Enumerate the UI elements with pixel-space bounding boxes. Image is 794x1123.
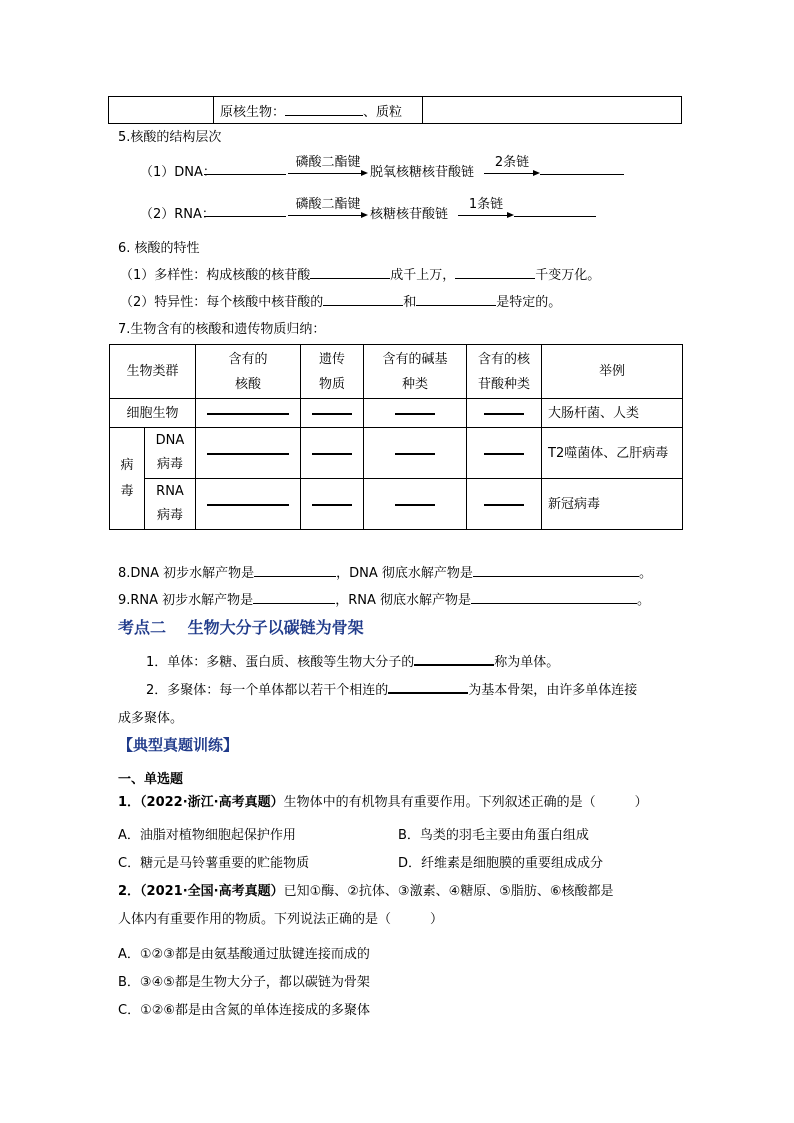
- s8-c: 。: [638, 566, 652, 581]
- s6-l1c: 千变万化。: [535, 268, 601, 283]
- q1-num: 1．: [118, 795, 141, 810]
- s8-a: 8.DNA 初步水解产物是: [118, 566, 255, 581]
- cell-blank[interactable]: [364, 399, 467, 428]
- kp2-title: 考点二 生物大分子以碳链为骨架: [118, 618, 364, 637]
- s6-l1a: （1）多样性：构成核酸的核苷酸: [120, 268, 311, 283]
- th-genetic-1: 遗传: [318, 351, 345, 367]
- blank-line: [207, 503, 289, 506]
- virus-label-2: 毒: [120, 483, 134, 499]
- kp2-p2a: 2．多聚体：每一个单体都以若干个相连的: [146, 683, 389, 698]
- s5-rna-prefix: （2）RNA：: [140, 207, 215, 222]
- blank-line: [207, 412, 289, 415]
- arrow-head: [533, 170, 540, 176]
- top-table: [108, 96, 682, 124]
- dna-bond-arrow: [288, 151, 368, 177]
- q2-option-c[interactable]: C．①②⑥都是由含氮的单体连接成的多聚体: [118, 1003, 371, 1018]
- th-nucleic-2: 核酸: [234, 376, 261, 392]
- cell-blank[interactable]: [301, 428, 364, 479]
- th-group: 生物类群: [110, 345, 196, 399]
- kp2-p2b: 为基本骨架，由许多单体连接: [468, 683, 638, 698]
- cell-blank[interactable]: [467, 479, 542, 530]
- cell-blank[interactable]: [467, 399, 542, 428]
- s6-blank-3[interactable]: [323, 292, 403, 306]
- arrow-shaft: [288, 215, 362, 216]
- blank-line: [484, 503, 524, 506]
- q2-num: 2．: [118, 884, 141, 899]
- s9-blank-2[interactable]: [471, 590, 637, 604]
- dna-virus-1: DNA: [155, 433, 185, 448]
- blank-line: [312, 452, 352, 455]
- rna-one-label: 1条链: [468, 197, 504, 212]
- s6-l1b: 成千上万，: [390, 268, 456, 283]
- kp2-p2c: 成多聚体。: [118, 711, 184, 726]
- s7-title: 7.生物含有的核酸和遗传物质归纳：: [118, 322, 326, 337]
- s6-blank-1[interactable]: [310, 265, 390, 279]
- dna-two-label: 2条链: [494, 155, 530, 170]
- cell-blank[interactable]: [301, 399, 364, 428]
- th-genetic-2: 物质: [318, 376, 345, 392]
- s6-line-1: [120, 264, 600, 283]
- nucleic-acid-table: [109, 344, 683, 530]
- kp2-p1a: 1．单体：多糖、蛋白质、核酸等生物大分子的: [146, 655, 415, 670]
- s8-b: ，DNA 彻底水解产物是: [336, 566, 473, 581]
- kp2-p1: [146, 651, 559, 670]
- th-base-1: 含有的碱基: [382, 351, 448, 367]
- blank-line: [395, 412, 435, 415]
- s5-dna-prefix: （1）DNA：: [140, 165, 216, 180]
- th-base: [364, 345, 467, 399]
- dna-chain: 脱氧核糖核苷酸链: [370, 165, 475, 180]
- s6-l2a: （2）特异性：每个核酸中核苷酸的: [120, 295, 324, 310]
- blank-line: [395, 452, 435, 455]
- rna-virus-1: RNA: [156, 484, 184, 499]
- rna-virus-example: 新冠病毒: [542, 479, 683, 530]
- s6-line-2: [120, 291, 561, 310]
- cell-blank[interactable]: [196, 399, 301, 428]
- cell-org-example: 大肠杆菌、人类: [542, 399, 683, 428]
- separator: 、: [363, 104, 377, 120]
- rna-bond-label: 磷酸二酯键: [295, 197, 361, 212]
- prokaryote-label: 原核生物：: [220, 104, 286, 120]
- cell-blank[interactable]: [364, 428, 467, 479]
- th-genetic: [301, 345, 364, 399]
- s8-blank-1[interactable]: [254, 563, 336, 577]
- th-example: 举例: [542, 345, 683, 399]
- rna-virus-label: [145, 479, 196, 530]
- s6-blank-2[interactable]: [455, 265, 535, 279]
- kp2-p2: [146, 679, 637, 698]
- q1-option-a[interactable]: A．油脂对植物细胞起保护作用: [118, 828, 296, 843]
- blank-line: [484, 452, 524, 455]
- q1-option-b[interactable]: B．鸟类的羽毛主要由角蛋白组成: [398, 828, 589, 843]
- s9-blank-1[interactable]: [253, 590, 335, 604]
- th-nucleic-1: 含有的: [228, 351, 268, 367]
- top-table-cell-3: [423, 97, 682, 124]
- s9-line: [118, 589, 650, 608]
- s6-title: 6. 核酸的特性: [118, 241, 200, 256]
- cell-blank[interactable]: [196, 428, 301, 479]
- dna-bond-label: 磷酸二酯键: [295, 155, 361, 170]
- s5-rna-blank-1[interactable]: [204, 203, 286, 217]
- training-sub: 一、单选题: [118, 772, 184, 787]
- dna-virus-2: 病毒: [156, 457, 183, 472]
- th-nucleotide-2: 苷酸种类: [477, 376, 530, 392]
- kp2-p1b: 称为单体。: [494, 655, 560, 670]
- cell-blank[interactable]: [196, 479, 301, 530]
- dna-virus-example: T2噬菌体、乙肝病毒: [542, 428, 683, 479]
- s6-blank-4[interactable]: [416, 292, 496, 306]
- q2-source: （2021·全国·高考真题）: [140, 884, 284, 899]
- blank-line: [312, 503, 352, 506]
- th-base-2: 种类: [401, 376, 428, 392]
- blank-line: [207, 452, 289, 455]
- blank-line: [312, 412, 352, 415]
- s5-rna-blank-2[interactable]: [514, 203, 596, 217]
- q1-option-d[interactable]: D．纤维素是细胞膜的重要组成成分: [398, 856, 604, 871]
- s5-dna-blank-1[interactable]: [204, 161, 286, 175]
- rna-virus-2: 病毒: [156, 508, 183, 523]
- plasmid-text: 质粒: [376, 104, 403, 120]
- s6-l2b: 和: [403, 295, 417, 310]
- arrow-shaft: [288, 173, 362, 174]
- q1-source: （2022·浙江·高考真题）: [140, 795, 284, 810]
- arrow-head: [361, 212, 368, 218]
- s9-c: 。: [636, 593, 650, 608]
- cell-blank[interactable]: [364, 479, 467, 530]
- dna-virus-label: [145, 428, 196, 479]
- th-nucleotide-1: 含有的核: [477, 351, 530, 367]
- arrow-head: [361, 170, 368, 176]
- virus-label: [110, 428, 145, 530]
- row-cell-org: 细胞生物: [110, 399, 196, 428]
- s9-a: 9.RNA 初步水解产物是: [118, 593, 254, 608]
- q2-option-a[interactable]: A．①②③都是由氨基酸通过肽键连接而成的: [118, 947, 370, 962]
- q2-text: 已知①酶、②抗体、③激素、④糖原、⑤脂肪、⑥核酸都是: [283, 884, 614, 899]
- q2-stem: [118, 880, 614, 899]
- s8-blank-2[interactable]: [473, 563, 639, 577]
- rna-one-arrow: [458, 193, 514, 219]
- s6-l2c: 是特定的。: [496, 295, 562, 310]
- q1-stem: [118, 791, 648, 810]
- kp2-blank-2[interactable]: [388, 679, 468, 694]
- s8-line: [118, 562, 652, 581]
- cell-blank[interactable]: [467, 428, 542, 479]
- cell-blank[interactable]: [301, 479, 364, 530]
- arrow-shaft: [458, 215, 508, 216]
- blank-line: [484, 412, 524, 415]
- s5-title: 5.核酸的结构层次: [118, 130, 222, 145]
- training-title: 【典型真题训练】: [118, 736, 239, 754]
- th-nucleic: [196, 345, 301, 399]
- arrow-shaft: [484, 173, 534, 174]
- rna-chain: 核糖核苷酸链: [370, 207, 449, 222]
- blank-line: [395, 503, 435, 506]
- arrow-head: [507, 212, 514, 218]
- q1-text: 生物体中的有机物具有重要作用。下列叙述正确的是（ ）: [283, 795, 648, 810]
- prokaryote-blank[interactable]: [285, 102, 363, 116]
- q2-option-b[interactable]: B．③④⑤都是生物大分子，都以碳链为骨架: [118, 975, 370, 990]
- rna-bond-arrow: [288, 193, 368, 219]
- s9-b: ，RNA 彻底水解产物是: [335, 593, 471, 608]
- dna-two-arrow: [484, 151, 540, 177]
- th-nucleotide: [467, 345, 542, 399]
- q2-stem-2: 人体内有重要作用的物质。下列说法正确的是（ ）: [118, 912, 444, 927]
- virus-label-1: 病: [120, 457, 134, 473]
- s5-dna-blank-2[interactable]: [540, 161, 624, 175]
- q1-option-c[interactable]: C．糖元是马铃薯重要的贮能物质: [118, 856, 310, 871]
- kp2-blank-1[interactable]: [414, 651, 494, 666]
- top-table-cell-1: [109, 97, 214, 124]
- top-table-cell-2: [214, 97, 423, 124]
